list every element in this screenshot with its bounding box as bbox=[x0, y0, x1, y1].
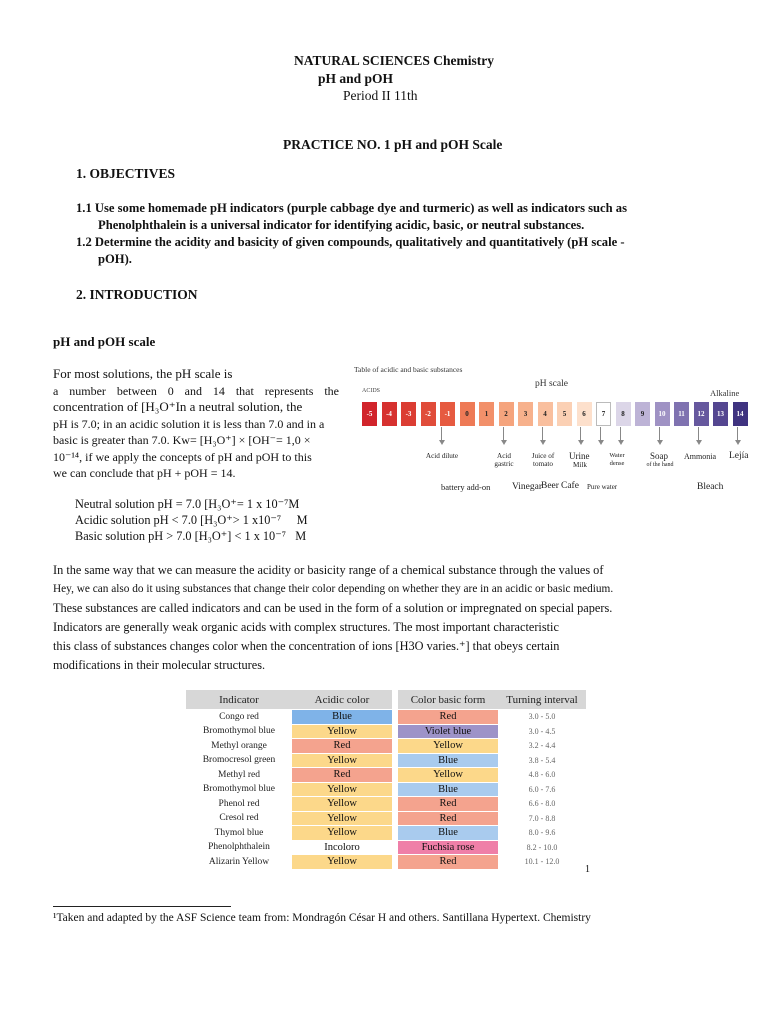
course-title: NATURAL SCIENCES Chemistry bbox=[294, 53, 495, 68]
indicator-name: Methyl orange bbox=[211, 740, 267, 751]
ph-scale-box: -1 bbox=[440, 402, 455, 426]
basic-color-cell: Blue bbox=[398, 783, 498, 797]
label-beer: Beer bbox=[541, 481, 559, 491]
header-acidic-color: Acidic color bbox=[292, 690, 392, 709]
basic-color-cell: Blue bbox=[398, 826, 498, 840]
alkaline-label: Alkaline bbox=[710, 388, 740, 398]
arrow-soap bbox=[659, 427, 660, 441]
ph-scale-box: 12 bbox=[694, 402, 709, 426]
label-cafe: Cafe bbox=[561, 481, 579, 491]
acidic-solution: Acidic solution pH < 7.0 [H₃O⁺> 1 x10⁻⁷ M bbox=[75, 513, 308, 527]
acidic-color-cell: Yellow bbox=[292, 855, 392, 869]
basic-color-cell: Red bbox=[398, 710, 498, 724]
label-milk: Milk bbox=[573, 461, 587, 469]
topic-title: pH and pOH bbox=[318, 71, 394, 86]
label-pure-water: Pure water bbox=[587, 483, 618, 491]
intro-paragraph bbox=[53, 366, 339, 482]
turning-interval-cell: 4.8 - 6.0 bbox=[528, 770, 556, 780]
acidic-color-cell: Yellow bbox=[292, 812, 392, 826]
header-indicator: Indicator bbox=[186, 690, 292, 709]
acidic-color-cell: Yellow bbox=[292, 797, 392, 811]
ph-scale-box: 7 bbox=[596, 402, 611, 426]
ph-scale-box: 6 bbox=[577, 402, 592, 426]
ph-scale-box: 10 bbox=[655, 402, 670, 426]
para2-line-3: These substances are called indicators and can be used in the form of a solution or impregnated on special papers. bbox=[53, 601, 613, 615]
header-basic-color: Color basic form bbox=[398, 690, 498, 709]
arrow-urine bbox=[580, 427, 581, 441]
arrow-tomato bbox=[542, 427, 543, 441]
indicator-row bbox=[186, 855, 586, 869]
indicator-paragraph bbox=[53, 561, 678, 675]
arrow-bleach bbox=[737, 427, 738, 441]
ph-scale-box: -5 bbox=[362, 402, 377, 426]
label-acid-gastric: Acid gastric bbox=[494, 452, 514, 468]
acidic-color-cell: Red bbox=[292, 768, 392, 782]
scale-title: pH scale bbox=[535, 379, 568, 389]
intro-line-4: pH is 7.0; in an acidic solution it is less than 7.0 and in a bbox=[53, 416, 325, 431]
para2-line-4: Indicators are generally weak organic acids with complex structures. The most important characteristic bbox=[53, 620, 559, 634]
label-water-dense: Water dense bbox=[609, 452, 625, 467]
basic-color-cell: Violet blue bbox=[398, 725, 498, 739]
objective-1-line1: 1.1 Use some homemade pH indicators (purple cabbage dye and turmeric) as well as indicators such as bbox=[76, 201, 627, 215]
para2-line-6: modifications in their molecular structures. bbox=[53, 658, 266, 672]
indicator-row bbox=[186, 768, 586, 782]
ph-poh-subheading: pH and pOH scale bbox=[53, 334, 156, 349]
neutral-solution: Neutral solution pH = 7.0 [H₃O⁺= 1 x 10⁻⁷M bbox=[75, 497, 300, 511]
ph-scale-box: 8 bbox=[616, 402, 631, 426]
turning-interval-cell: 8.2 - 10.0 bbox=[526, 842, 558, 852]
footnote-rule bbox=[53, 906, 231, 907]
label-acid-dilute: Acid dilute bbox=[425, 452, 459, 460]
basic-color-cell: Yellow bbox=[398, 739, 498, 753]
footnote-text: ¹Taken and adapted by the ASF Science team from: Mondragón César H and others. Santillana Hypertext. Chemistry bbox=[53, 912, 591, 924]
acidic-color-cell: Blue bbox=[292, 710, 392, 724]
indicator-row bbox=[186, 841, 586, 855]
indicator-row bbox=[186, 725, 586, 739]
ph-scale-box: 14 bbox=[733, 402, 748, 426]
label-soap: Soap bbox=[650, 451, 668, 461]
indicator-name: Thymol blue bbox=[214, 827, 264, 838]
turning-interval-cell: 7.0 - 8.8 bbox=[528, 813, 556, 823]
indicator-name: Cresol red bbox=[219, 813, 259, 824]
ph-scale-box: 13 bbox=[713, 402, 728, 426]
indicator-name: Bromothymol blue bbox=[202, 726, 276, 737]
ph-scale-box: 0 bbox=[460, 402, 475, 426]
header-turning-interval: Turning interval bbox=[498, 690, 586, 709]
label-bleach-top: Lejía bbox=[729, 451, 749, 461]
ph-scale-box: 4 bbox=[538, 402, 553, 426]
basic-solution: Basic solution pH > 7.0 [H₃O⁺] < 1 x 10⁻⁷ M bbox=[75, 529, 307, 543]
introduction-heading: 2. INTRODUCTION bbox=[76, 287, 198, 302]
indicator-name: Bromothymol blue bbox=[202, 784, 276, 795]
ph-scale-box: 5 bbox=[557, 402, 572, 426]
para2-line-5: this class of substances changes color when the concentration of ions [H3O varies.⁺] that obeys certain bbox=[53, 639, 560, 653]
ph-scale-box: -2 bbox=[421, 402, 436, 426]
acidic-color-cell: Yellow bbox=[292, 725, 392, 739]
intro-line-2: a number between 0 and 14 that represents the bbox=[53, 383, 339, 398]
indicator-table bbox=[186, 689, 586, 870]
arrow-acid-dilute bbox=[441, 427, 442, 441]
label-vinegar: Vinegar bbox=[512, 482, 543, 492]
turning-interval-cell: 6.0 - 7.6 bbox=[528, 784, 556, 794]
turning-interval-cell: 3.2 - 4.4 bbox=[528, 741, 556, 751]
turning-interval-cell: 3.0 - 4.5 bbox=[528, 726, 556, 736]
indicator-row bbox=[186, 826, 586, 840]
basic-color-cell: Yellow bbox=[398, 768, 498, 782]
indicator-row bbox=[186, 797, 586, 811]
objective-2-line2: pOH). bbox=[98, 252, 132, 266]
basic-color-cell: Fuchsia rose bbox=[398, 841, 498, 855]
turning-interval-cell: 8.0 - 9.6 bbox=[528, 828, 556, 838]
ph-scale-box: 3 bbox=[518, 402, 533, 426]
basic-color-cell: Blue bbox=[398, 754, 498, 768]
intro-line-7: we can conclude that pH + pOH = 14. bbox=[53, 466, 236, 480]
label-tomato: Juice of tomato bbox=[531, 452, 555, 468]
solution-definitions bbox=[75, 496, 308, 544]
turning-interval-cell: 10.1 - 12.0 bbox=[524, 857, 560, 867]
indicator-name: Methyl red bbox=[218, 769, 260, 780]
indicator-name: Alizarin Yellow bbox=[208, 856, 270, 867]
indicator-name: Congo red bbox=[219, 711, 259, 722]
table-footnote-marker: 1 bbox=[585, 864, 590, 875]
arrow-water-dense bbox=[620, 427, 621, 441]
acidic-color-cell: Yellow bbox=[292, 826, 392, 840]
practice-title: PRACTICE NO. 1 pH and pOH Scale bbox=[283, 137, 503, 152]
figure-caption: Table of acidic and basic substances bbox=[354, 365, 463, 374]
indicator-row bbox=[186, 783, 586, 797]
intro-line-1: For most solutions, the pH scale is bbox=[53, 366, 233, 381]
acids-label: ACIDS bbox=[362, 388, 381, 394]
ph-scale-box: 2 bbox=[499, 402, 514, 426]
para2-line-2: Hey, we can also do it using substances that change their color depending on whether they are in an acidic or basic medium. bbox=[53, 583, 614, 595]
intro-line-5: basic is greater than 7.0. Kw= [H₃O⁺] × [OH⁻= 1,0 × bbox=[53, 433, 311, 447]
label-bleach: Bleach bbox=[697, 482, 724, 492]
label-soap-sub: of the hand bbox=[646, 462, 674, 468]
ph-scale-box: 1 bbox=[479, 402, 494, 426]
turning-interval-cell: 6.6 - 8.0 bbox=[528, 799, 556, 809]
turning-interval-cell: 3.8 - 5.4 bbox=[528, 755, 556, 765]
arrow-ammonia bbox=[698, 427, 699, 441]
intro-line-6: 10⁻¹⁴, if we apply the concepts of pH and pOH to this bbox=[53, 449, 312, 464]
ph-scale-box: 9 bbox=[635, 402, 650, 426]
indicator-row bbox=[186, 739, 586, 753]
para2-line-1: In the same way that we can measure the acidity or basicity range of a chemical substance through the values of bbox=[53, 563, 604, 577]
indicator-row bbox=[186, 754, 586, 768]
ph-scale-box: -3 bbox=[401, 402, 416, 426]
acidic-color-cell: Incoloro bbox=[292, 841, 392, 855]
indicator-table-header bbox=[186, 690, 586, 709]
basic-color-cell: Red bbox=[398, 797, 498, 811]
indicator-name: Phenol red bbox=[218, 798, 260, 809]
indicator-name: Bromocresol green bbox=[202, 755, 276, 766]
turning-interval-cell: 3.0 - 5.0 bbox=[528, 712, 556, 722]
ph-scale-box: 11 bbox=[674, 402, 689, 426]
acidic-color-cell: Red bbox=[292, 739, 392, 753]
label-ammonia: Ammonia bbox=[684, 452, 716, 461]
acidic-color-cell: Yellow bbox=[292, 754, 392, 768]
arrow-acid-gastric bbox=[503, 427, 504, 441]
indicator-name: Phenolphthalein bbox=[208, 842, 270, 853]
label-battery: battery add-on bbox=[441, 482, 491, 492]
basic-color-cell: Red bbox=[398, 812, 498, 826]
acidic-color-cell: Yellow bbox=[292, 783, 392, 797]
objective-1-line2: Phenolphthalein is a universal indicator for identifying acidic, basic, or neutral substances. bbox=[98, 218, 585, 232]
objective-2-line1: 1.2 Determine the acidity and basicity of given compounds, qualitatively and quantitatively (pH scale - bbox=[76, 235, 625, 249]
indicator-row bbox=[186, 710, 586, 724]
basic-color-cell: Red bbox=[398, 855, 498, 869]
indicator-row bbox=[186, 812, 586, 826]
intro-line-3: concentration of [H₃O⁺In a neutral solution, the bbox=[53, 399, 303, 414]
arrow-milk bbox=[600, 427, 601, 441]
ph-scale-box: -4 bbox=[382, 402, 397, 426]
label-urine: Urine bbox=[569, 451, 590, 461]
period-label: Period II 11th bbox=[343, 88, 418, 103]
objectives-heading: 1. OBJECTIVES bbox=[76, 166, 176, 181]
